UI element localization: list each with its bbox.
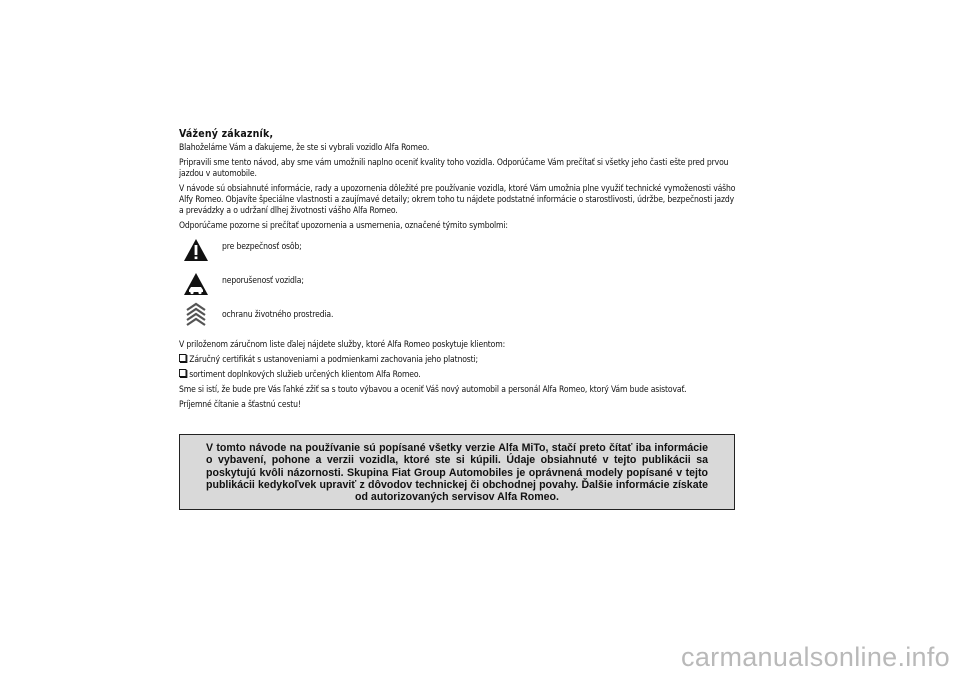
warranty-item-services (179, 369, 700, 380)
symbol-row-safety (182, 241, 739, 275)
checkbox-bullet-icon (179, 369, 186, 377)
notice-box (179, 434, 735, 510)
warning-triangle-icon (182, 237, 210, 265)
warranty-item-text: Záručný certifikát s ustanoveniami a podmienkami zachovania jeho platnosti; (189, 354, 478, 365)
symbol-label-safety: pre bezpečnosť osôb; (222, 241, 302, 252)
symbol-row-vehicle (182, 275, 739, 309)
paragraph-intro: Blahoželáme Vám a ďakujeme, že ste si vybrali vozidlo Alfa Romeo. (179, 142, 430, 153)
greeting-heading: Vážený zákazník, (179, 128, 274, 140)
symbol-row-environment (182, 309, 739, 339)
warranty-intro: V priloženom záručnom liste ďalej nájdete služby, ktoré Alfa Romeo poskytuje klientom: (179, 339, 506, 350)
manual-page (179, 128, 739, 414)
vehicle-warning-icon (182, 271, 210, 299)
closing-statement: Sme si istí, že bude pre Vás ľahké zžiť sa s touto výbavou a oceniť Váš nový automobil a personál Alfa Romeo, ktorý Vám bude asistovať. (179, 384, 687, 395)
closing-wish: Príjemné čítanie a šťastnú cestu! (179, 399, 301, 410)
paragraph-manual-contents: V návode sú obsiahnuté informácie, rady a upozornenia dôležité pre používanie vozidla, ktoré Vám umožnia plne využiť technické vymoženosti vášho Alfy Romeo. Objavíte špeciálne vlastnosti a zaujímavé detaily; okrem toho tu nájdete podstatné informácie o starostlivosti, údržbe, bezpečnosti jazdy a prevádzky a o udržaní dlhej životnosti vášho Alfa Romeo. (179, 183, 736, 216)
paragraph-symbols-intro: Odporúčame pozorne si prečítať upozornenia a usmernenia, označené týmito symbolmi: (179, 220, 508, 231)
checkbox-bullet-icon (179, 354, 186, 362)
tree-icon (182, 301, 210, 329)
watermark-text: carmanualsonline.info (681, 642, 950, 672)
paragraph-manual-purpose: Pripravili sme tento návod, aby sme vám umožnili naplno oceniť kvality toho vozidla. Odporúčame Vám prečítať si všetky jeho časti ešte pred prvou jazdou v automobile. (179, 157, 729, 179)
warranty-item-certificate (179, 354, 700, 365)
notice-text: V tomto návode na používanie sú popísané všetky verzie Alfa MiTo, stačí preto čítať iba informácie o vybavení, pohone a verzii vozidla, ktoré ste si kúpili. Údaje obsiahnuté v tejto publikácii sa poskytujú kvôli názornosti. Skupina Fiat Group Automobiles je oprávnená modely popísané v tejto publikácii kedykoľvek upraviť z dôvodov technickej či obchodnej povahy. Ďalšie informácie získate od autorizovaných servisov Alfa Romeo. (206, 442, 708, 504)
symbol-label-vehicle: neporušenosť vozidla; (222, 275, 304, 286)
warranty-item-text: sortiment doplnkových služieb určených klientom Alfa Romeo. (189, 369, 421, 380)
symbol-label-environment: ochranu životného prostredia. (222, 309, 334, 320)
